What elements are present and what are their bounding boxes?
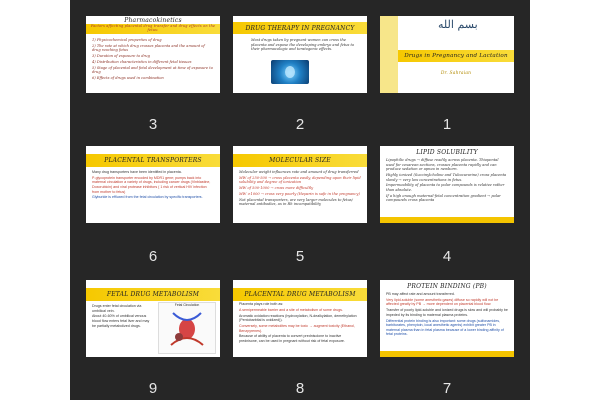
list-item: 3) Duration of exposure to drug [92,54,150,59]
slide-thumbnail-6[interactable] [86,146,220,223]
slide-title: PLACENTAL TRANSPORTERS [104,157,202,164]
slide-number-1: 1 [442,116,452,133]
list-item: Impermeability of placenta to polar compounds is relative rather than absolute. [386,183,505,192]
slide-number-6: 6 [148,248,158,265]
list-item: A semipermeable barrier and a site of metabolism of some drugs. [239,307,343,312]
slide-body [92,304,154,329]
list-item: 1) Physicochemical properties of drug [92,38,162,42]
calligraphy-logo: بسم الله [438,18,478,31]
list-item: If a high enough maternal-fetal concentration gradient → polar compounds cross placenta [386,193,501,203]
slide-number-3: 3 [148,116,158,133]
slide-body [239,302,361,345]
slide-number-9: 9 [148,380,158,397]
fetus-image [271,60,309,84]
slide-body [92,38,214,82]
list-item: Placenta plays role both as: [239,302,284,306]
slide-thumbnail-3[interactable] [86,16,220,93]
slide-body [386,158,508,204]
slide-thumbnail-4[interactable] [380,146,514,223]
slide-thumbnail-5[interactable] [233,146,367,223]
list-item: MW of 250-500 → cross placenta easily, depending upon their lipid solubility and degree of ionization [239,175,361,185]
slide-thumbnail-9[interactable] [86,280,220,357]
list-item: About 40-60% of umbilical venous blood flow enters fetal liver and may be partially metabolized drugs. [92,314,150,328]
list-item: Differential protein binding is also important: some drugs (sulfonamides, barbiturates, phenytoin, local anesthetic agents) exhibit greater PB in maternal plasma than in fetal plasma because of a lower binding affinity of fetal proteins. [386,318,504,337]
slide-title: MOLECULAR SIZE [269,157,331,164]
list-item: Molecular weight influences rate and amount of drug transferred [239,170,359,174]
list-item: 6) Effects of drugs used in combination [92,76,164,81]
list-item: 5) Stage of placental and fetal development at time of exposure to drug [92,65,213,75]
list-item: Glyburide is effluxed from the fetal circulation by specific transporters. [92,195,203,200]
list-item: MW of 500-1000 → cross more difficultly [239,186,314,191]
figure-label: Fetal Circulation [174,303,200,307]
footer-band [380,351,514,357]
slide-title: LIPID SOLUBILITY [416,149,478,156]
slide-number-2: 2 [295,116,305,133]
list-item: Highly ionized (Succinylcholine and Tubocurarine) cross placenta slowly → very low concentrations in fetus. [386,172,507,182]
fetal-circulation-figure [158,302,216,354]
list-item: Many drug transporters have been identified in placenta. [92,170,182,174]
slide-title: DRUG THERAPY IN PREGNANCY [245,25,355,32]
slide-thumbnail-8[interactable] [233,280,367,357]
list-item: Transfer of poorly lipid-soluble and ionized drugs is slow and will probably be impeded by its binding to maternal plasma proteins. [386,308,508,317]
slide-number-5: 5 [295,248,305,265]
slide-title: PLACENTAL DRUG METABOLISM [244,291,356,298]
slide-body [386,292,508,338]
slide-title: PROTEIN BINDING (PB) [407,283,487,290]
slide-sorter-panel [70,0,530,400]
slide-title: Drugs in Pregnancy and Lactation [404,53,508,59]
list-item: Aromatic oxidation reactions (hydroxylation, N-dealkylation, demethylation (Pentobarbital is oxidized)). [239,313,357,323]
list-item: Not placental transporters, are very larger molecules to fetus/ maternal antibodies, as in Rh incompatibility [239,197,353,207]
list-item: 2) The rate at which drug crosses placenta and the amount of drug reaching fetus [92,43,205,53]
slide-body [239,170,361,208]
slide-thumbnail-1[interactable] [380,16,514,93]
list-item: Most drugs taken by pregnant women can cross the placenta and expose the developing embryo and fetus to their pharmacologic and teratogenic effects. [251,38,355,52]
circulation-diagram [159,307,215,351]
list-item: Because of ability of placenta to convert prednisolone to inactive prednisone, can be used in pregnant without risk of fetal exposure. [239,334,345,343]
slide-number-8: 8 [295,380,305,397]
list-item: Drugs enter fetal circulation via umbilical vein. [92,304,142,313]
side-decoration [380,16,398,93]
list-item: Lipophilic drugs → diffuse readily across placenta. Thiopental used for cesarean sections, crosses placenta rapidly and can produce sedation or apnea in newborn. [386,158,499,172]
slide-number-7: 7 [442,380,452,397]
slide-body [251,38,361,53]
slide-subtitle: Factors affecting placental drug transfer and drug effects on the fetus: [90,24,216,32]
list-item: Very lipid-soluble (some anesthetic gases) diffuse so rapidly will not be affected greatly by PB → more dependent on placental blood flow. [386,297,499,307]
list-item: PB may affect rate and amount transferred. [386,292,455,296]
list-item: P-glycoprotein transporter encoded by MDR1 gene; pumps back into maternal circulation a variety of drugs, including cancer drugs (Vinblastine, Doxorubicin) and viral protease inhibitors ( 1 risk of vertical HIV infection from mother to fetus) [92,175,211,194]
list-item: Conversely, some metabolites may be toxic → augment toxicity (Ethanol, Benzpyrenes). [239,323,355,333]
footer-band [380,217,514,223]
slide-thumbnail-2[interactable] [233,16,367,93]
slide-number-4: 4 [442,248,452,265]
slide-title: FETAL DRUG METABOLISM [106,291,200,298]
list-item: MW >1000 → cross very poorly (Heparin is safe in the pregnancy) [239,191,360,196]
list-item: 4) Distribution characteristics in different fetal tissues [92,59,192,64]
slide-title: Pharmacokinetics [124,17,182,24]
slide-author: Dr. Sahraian [440,71,472,76]
slide-body [92,170,214,201]
slide-thumbnail-7[interactable] [380,280,514,357]
